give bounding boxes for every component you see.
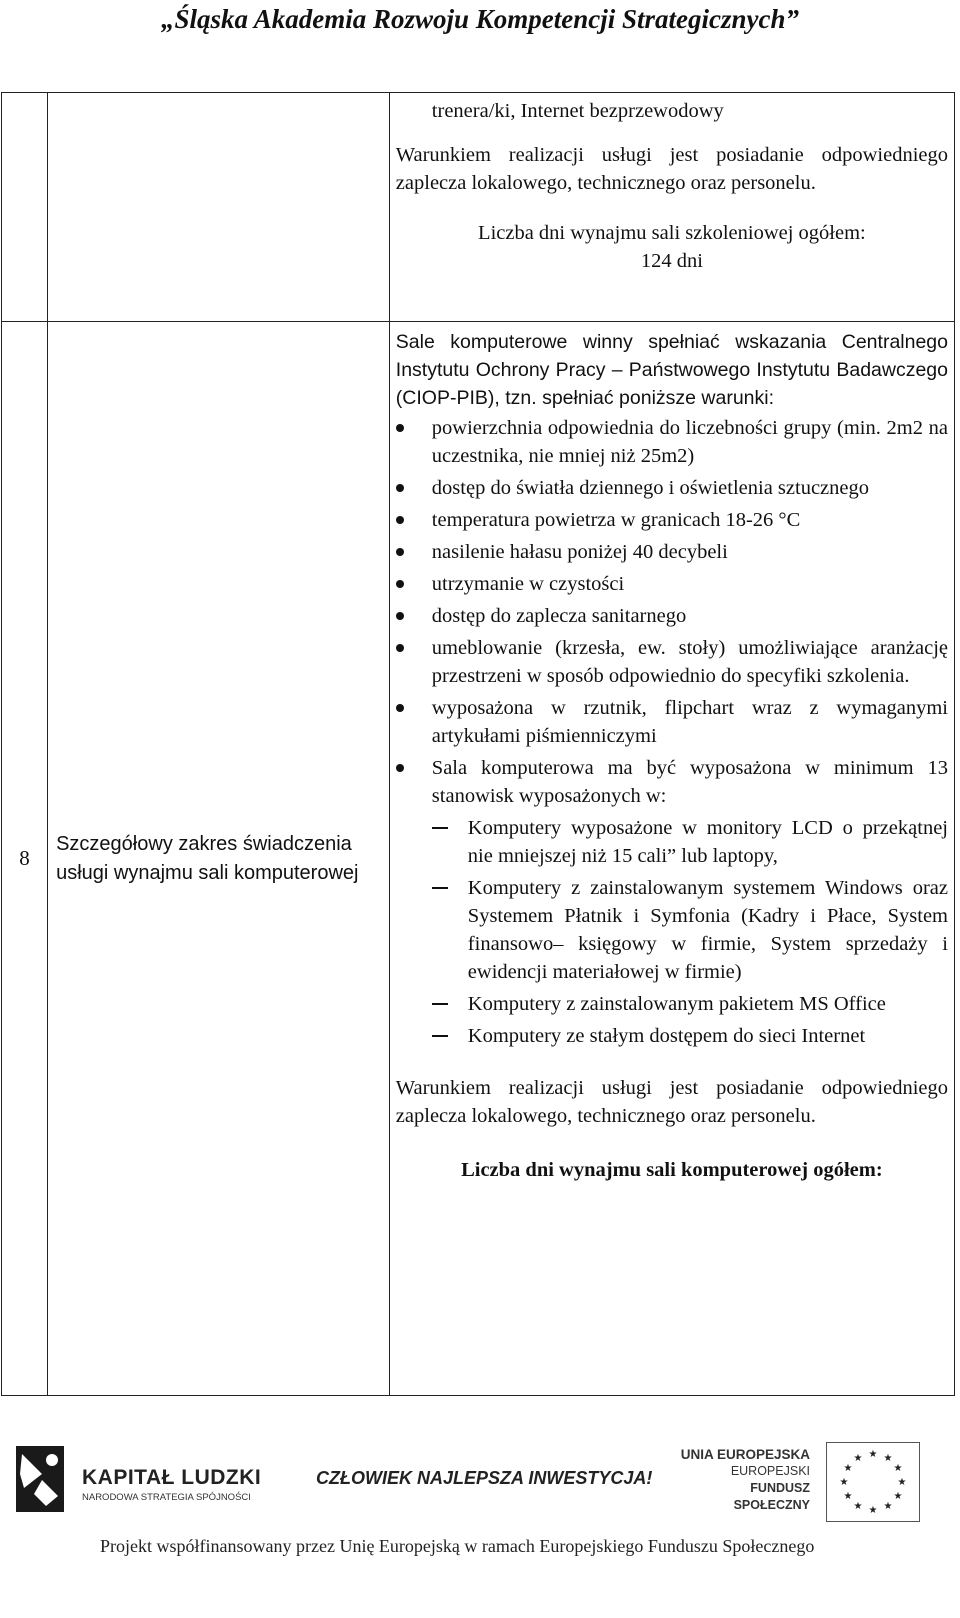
bullet-icon	[396, 424, 404, 432]
description-cell	[389, 322, 954, 1396]
list-item: utrzymanie w czystości	[396, 570, 948, 598]
svg-text:★: ★	[868, 1449, 878, 1460]
list-item: umeblowanie (krzesła, ew. stoły) umożliwiające aranżację przestrzeni w sposób odpowiednio do specyfiki szkolenia.	[396, 634, 948, 690]
footer-logos	[0, 1430, 960, 1618]
services-table	[1, 92, 955, 1396]
svg-text:★: ★	[853, 1453, 863, 1464]
equipment-sublist	[432, 814, 948, 1050]
service-name-cell-empty	[48, 93, 390, 322]
kapital-ludzki-logo	[12, 1444, 292, 1514]
list-item: dostęp do zaplecza sanitarnego	[396, 602, 948, 630]
svg-text:★: ★	[868, 1505, 878, 1516]
sub-list-item: Komputery ze stałym dostępem do sieci Internet	[432, 1022, 948, 1050]
svg-text:★: ★	[893, 1491, 903, 1502]
sub-list-item: Komputery z zainstalowanym systemem Windows oraz Systemem Płatnik i Symfonia (Kadry i Płace, System finansowo– księgowy w firmie, System sprzedaży i ewidencji materiałowej w firmie)	[432, 874, 948, 986]
bullet-icon	[396, 548, 404, 556]
list-item: Sala komputerowa ma być wyposażona w minimum 13 stanowisk wyposażonych w: Komputery wyposażone w monitory LCD o przekątnej nie mniejszej niż 15 cali” lub laptopy, Komputery z zainstalowanym systemem Windows oraz Systemem Płatnik i Symfonia (Kadry i Płace, System finansowo– księgowy w firmie, System sprzedaży i ewidencji materiałowej w firmie) Komputery z zainstalowanym pakietem MS Office Komputery ze stałym dostępem do sieci Internet	[396, 754, 948, 1050]
kl-subtitle: NARODOWA STRATEGIA SPÓJNOŚCI	[82, 1492, 251, 1503]
ue-line1: UNIA EUROPEJSKA	[680, 1447, 810, 1462]
svg-text:★: ★	[843, 1463, 853, 1474]
bullet-icon	[396, 484, 404, 492]
project-funding-line: Projekt współfinansowany przez Unię Europejską w ramach Europejskiego Funduszu Społecznego	[100, 1536, 815, 1556]
svg-text:★: ★	[897, 1477, 907, 1488]
list-item: dostęp do światła dziennego i oświetlenia sztucznego	[396, 474, 948, 502]
list-item: nasilenie hałasu poniżej 40 decybeli	[396, 538, 948, 566]
total-value: 124 dni	[640, 250, 703, 272]
kl-title: KAPITAŁ LUDZKI	[82, 1466, 262, 1489]
svg-text:★: ★	[893, 1463, 903, 1474]
ue-line3: FUNDUSZ SPOŁECZNY	[733, 1481, 810, 1512]
kapital-ludzki-icon	[12, 1444, 68, 1514]
bullet-icon	[396, 704, 404, 712]
svg-text:★: ★	[883, 1501, 893, 1512]
dash-icon	[432, 1003, 448, 1005]
condition-text: Warunkiem realizacji usługi jest posiadanie odpowiedniego zaplecza lokalowego, technicznego oraz personelu.	[395, 1077, 948, 1127]
bullet-icon	[396, 764, 404, 772]
description-cell	[389, 93, 954, 322]
list-item: wyposażona w rzutnik, flipchart wraz z wymaganymi artykułami piśmienniczymi	[396, 694, 948, 750]
sub-list-item: Komputery wyposażone w monitory LCD o przekątnej nie mniejszej niż 15 cali” lub laptopy,	[432, 814, 948, 870]
svg-text:★: ★	[843, 1491, 853, 1502]
eu-flag-icon	[826, 1442, 920, 1522]
list-item: powierzchnia odpowiednia do liczebności grupy (min. 2m2 na uczestnika, nie mniej niż 25m2)	[396, 414, 948, 470]
bullet-icon	[396, 612, 404, 620]
header-title: „Śląska Akademia Rozwoju Kompetencji Strategicznych”	[160, 4, 800, 34]
row-number-cell-empty	[2, 93, 48, 322]
ue-text	[680, 1446, 810, 1514]
sub-list-item: Komputery z zainstalowanym pakietem MS Office	[432, 990, 948, 1018]
list-item: temperatura powietrza w granicach 18-26 °C	[396, 506, 948, 534]
total-label: Liczba dni wynajmu sali szkoleniowej ogółem:	[478, 222, 866, 244]
dash-icon	[432, 1035, 448, 1037]
row-number: 8	[2, 322, 48, 1396]
dash-icon	[432, 827, 448, 829]
requirements-list	[396, 414, 948, 1050]
bullet-icon	[396, 516, 404, 524]
document-header	[0, 0, 960, 35]
service-name: Szczegółowy zakres świadczenia usługi wynajmu sali komputerowej	[48, 322, 390, 1396]
ue-line2: EUROPEJSKI	[730, 1464, 810, 1478]
svg-text:★: ★	[883, 1453, 893, 1464]
table-row-continued	[2, 93, 955, 322]
table-row-8	[2, 322, 955, 1396]
intro-text: Sale komputerowe winny spełniać wskazania Centralnego Instytutu Ochrony Pracy – Państwowego Instytutu Badawczego (CIOP-PIB), tzn. spełniać poniższe warunki:	[395, 331, 948, 409]
dash-icon	[432, 887, 448, 889]
svg-text:★: ★	[839, 1477, 849, 1488]
bullet-icon	[396, 644, 404, 652]
continued-line: trenera/ki, Internet bezprzewodowy	[431, 100, 724, 122]
slogan: CZŁOWIEK NAJLEPSZA INWESTYCJA!	[316, 1468, 653, 1488]
svg-text:★: ★	[853, 1501, 863, 1512]
condition-text: Warunkiem realizacji usługi jest posiadanie odpowiedniego zaplecza lokalowego, technicznego oraz personelu.	[395, 144, 948, 194]
bullet-icon	[396, 580, 404, 588]
total-label: Liczba dni wynajmu sali komputerowej ogółem:	[461, 1159, 883, 1181]
